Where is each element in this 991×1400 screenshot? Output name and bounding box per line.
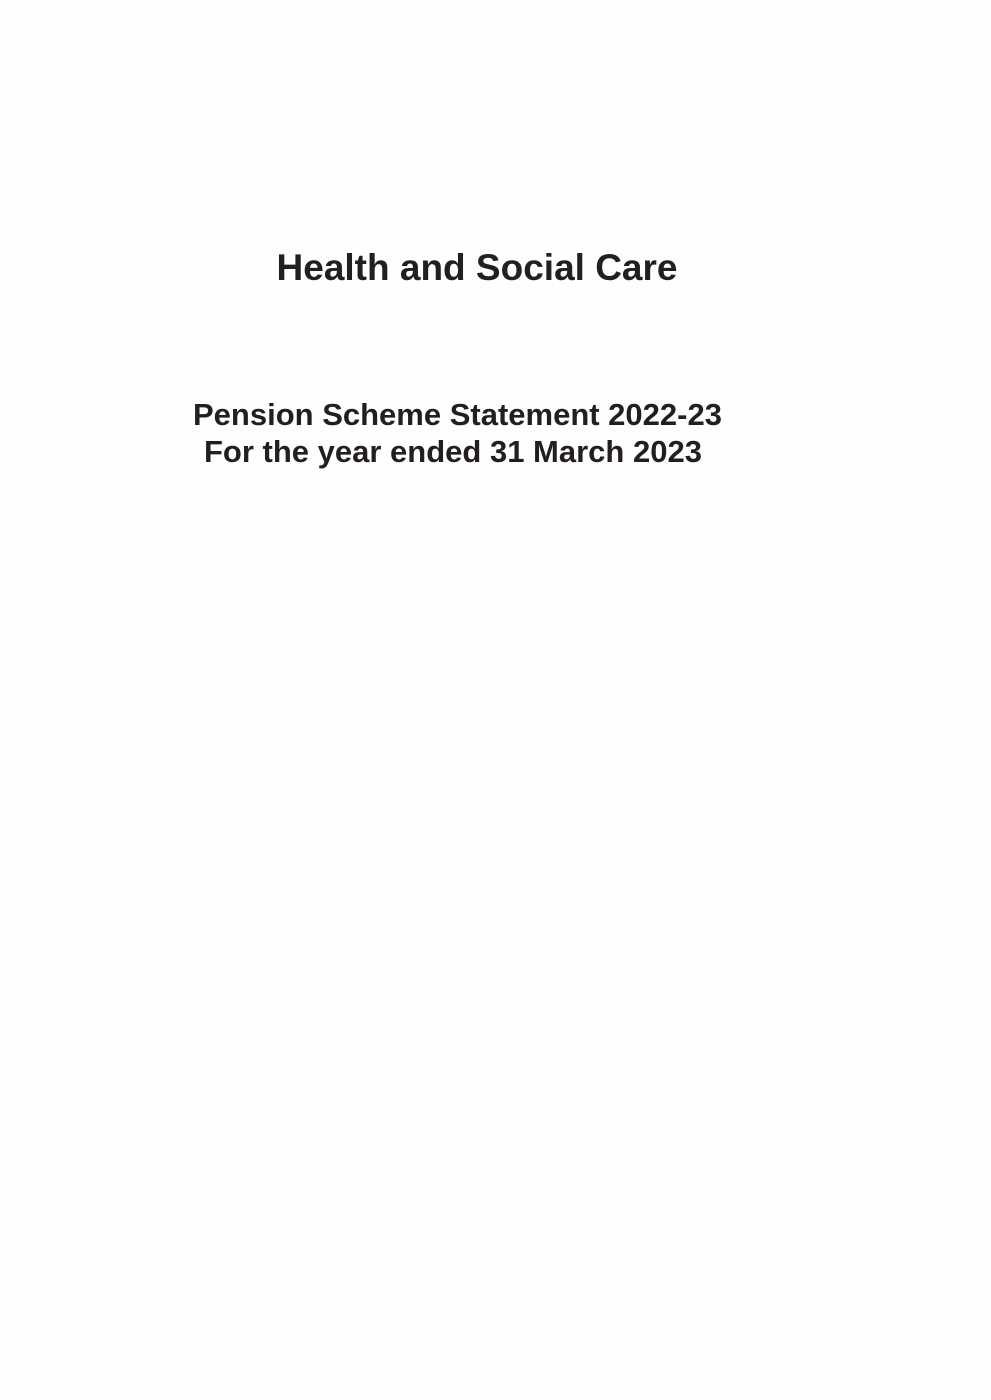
document-title: Health and Social Care xyxy=(276,247,678,288)
document-subtitle-line-1: Pension Scheme Statement 2022-23 xyxy=(193,397,722,432)
document-subtitle-line-2: For the year ended 31 March 2023 xyxy=(204,434,702,469)
